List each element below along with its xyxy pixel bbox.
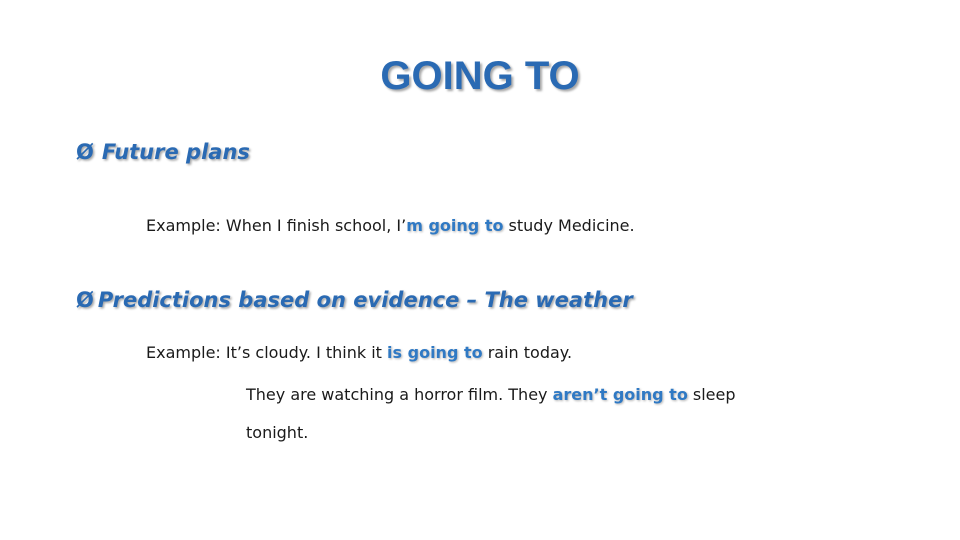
highlighted-phrase: is going to bbox=[387, 343, 483, 362]
section-heading-label: Future plans bbox=[101, 140, 250, 164]
example-text: sleep bbox=[687, 385, 736, 404]
section-heading-predictions bbox=[76, 286, 633, 314]
arrow-bullet-icon: Ø bbox=[76, 288, 94, 312]
example-text: Example: When I finish school, I’ bbox=[146, 216, 407, 235]
example-line bbox=[246, 383, 736, 407]
example-text: Example: It’s cloudy. I think it bbox=[146, 343, 388, 362]
highlighted-phrase: aren’t going to bbox=[552, 385, 688, 404]
example-text: study Medicine. bbox=[503, 216, 635, 235]
example-text: They are watching a horror film. They bbox=[246, 385, 553, 404]
section-heading-label: Predictions based on evidence – The weather bbox=[97, 288, 633, 312]
example-text: rain today. bbox=[482, 343, 573, 362]
example-line bbox=[146, 341, 572, 365]
example-text: tonight. bbox=[246, 423, 309, 442]
example-line bbox=[146, 214, 635, 238]
highlighted-phrase: m going to bbox=[406, 216, 504, 235]
arrow-bullet-icon: Ø bbox=[76, 140, 94, 164]
example-line bbox=[246, 421, 308, 445]
slide-title: GOING TO bbox=[380, 54, 580, 98]
section-heading-future-plans bbox=[76, 138, 250, 166]
